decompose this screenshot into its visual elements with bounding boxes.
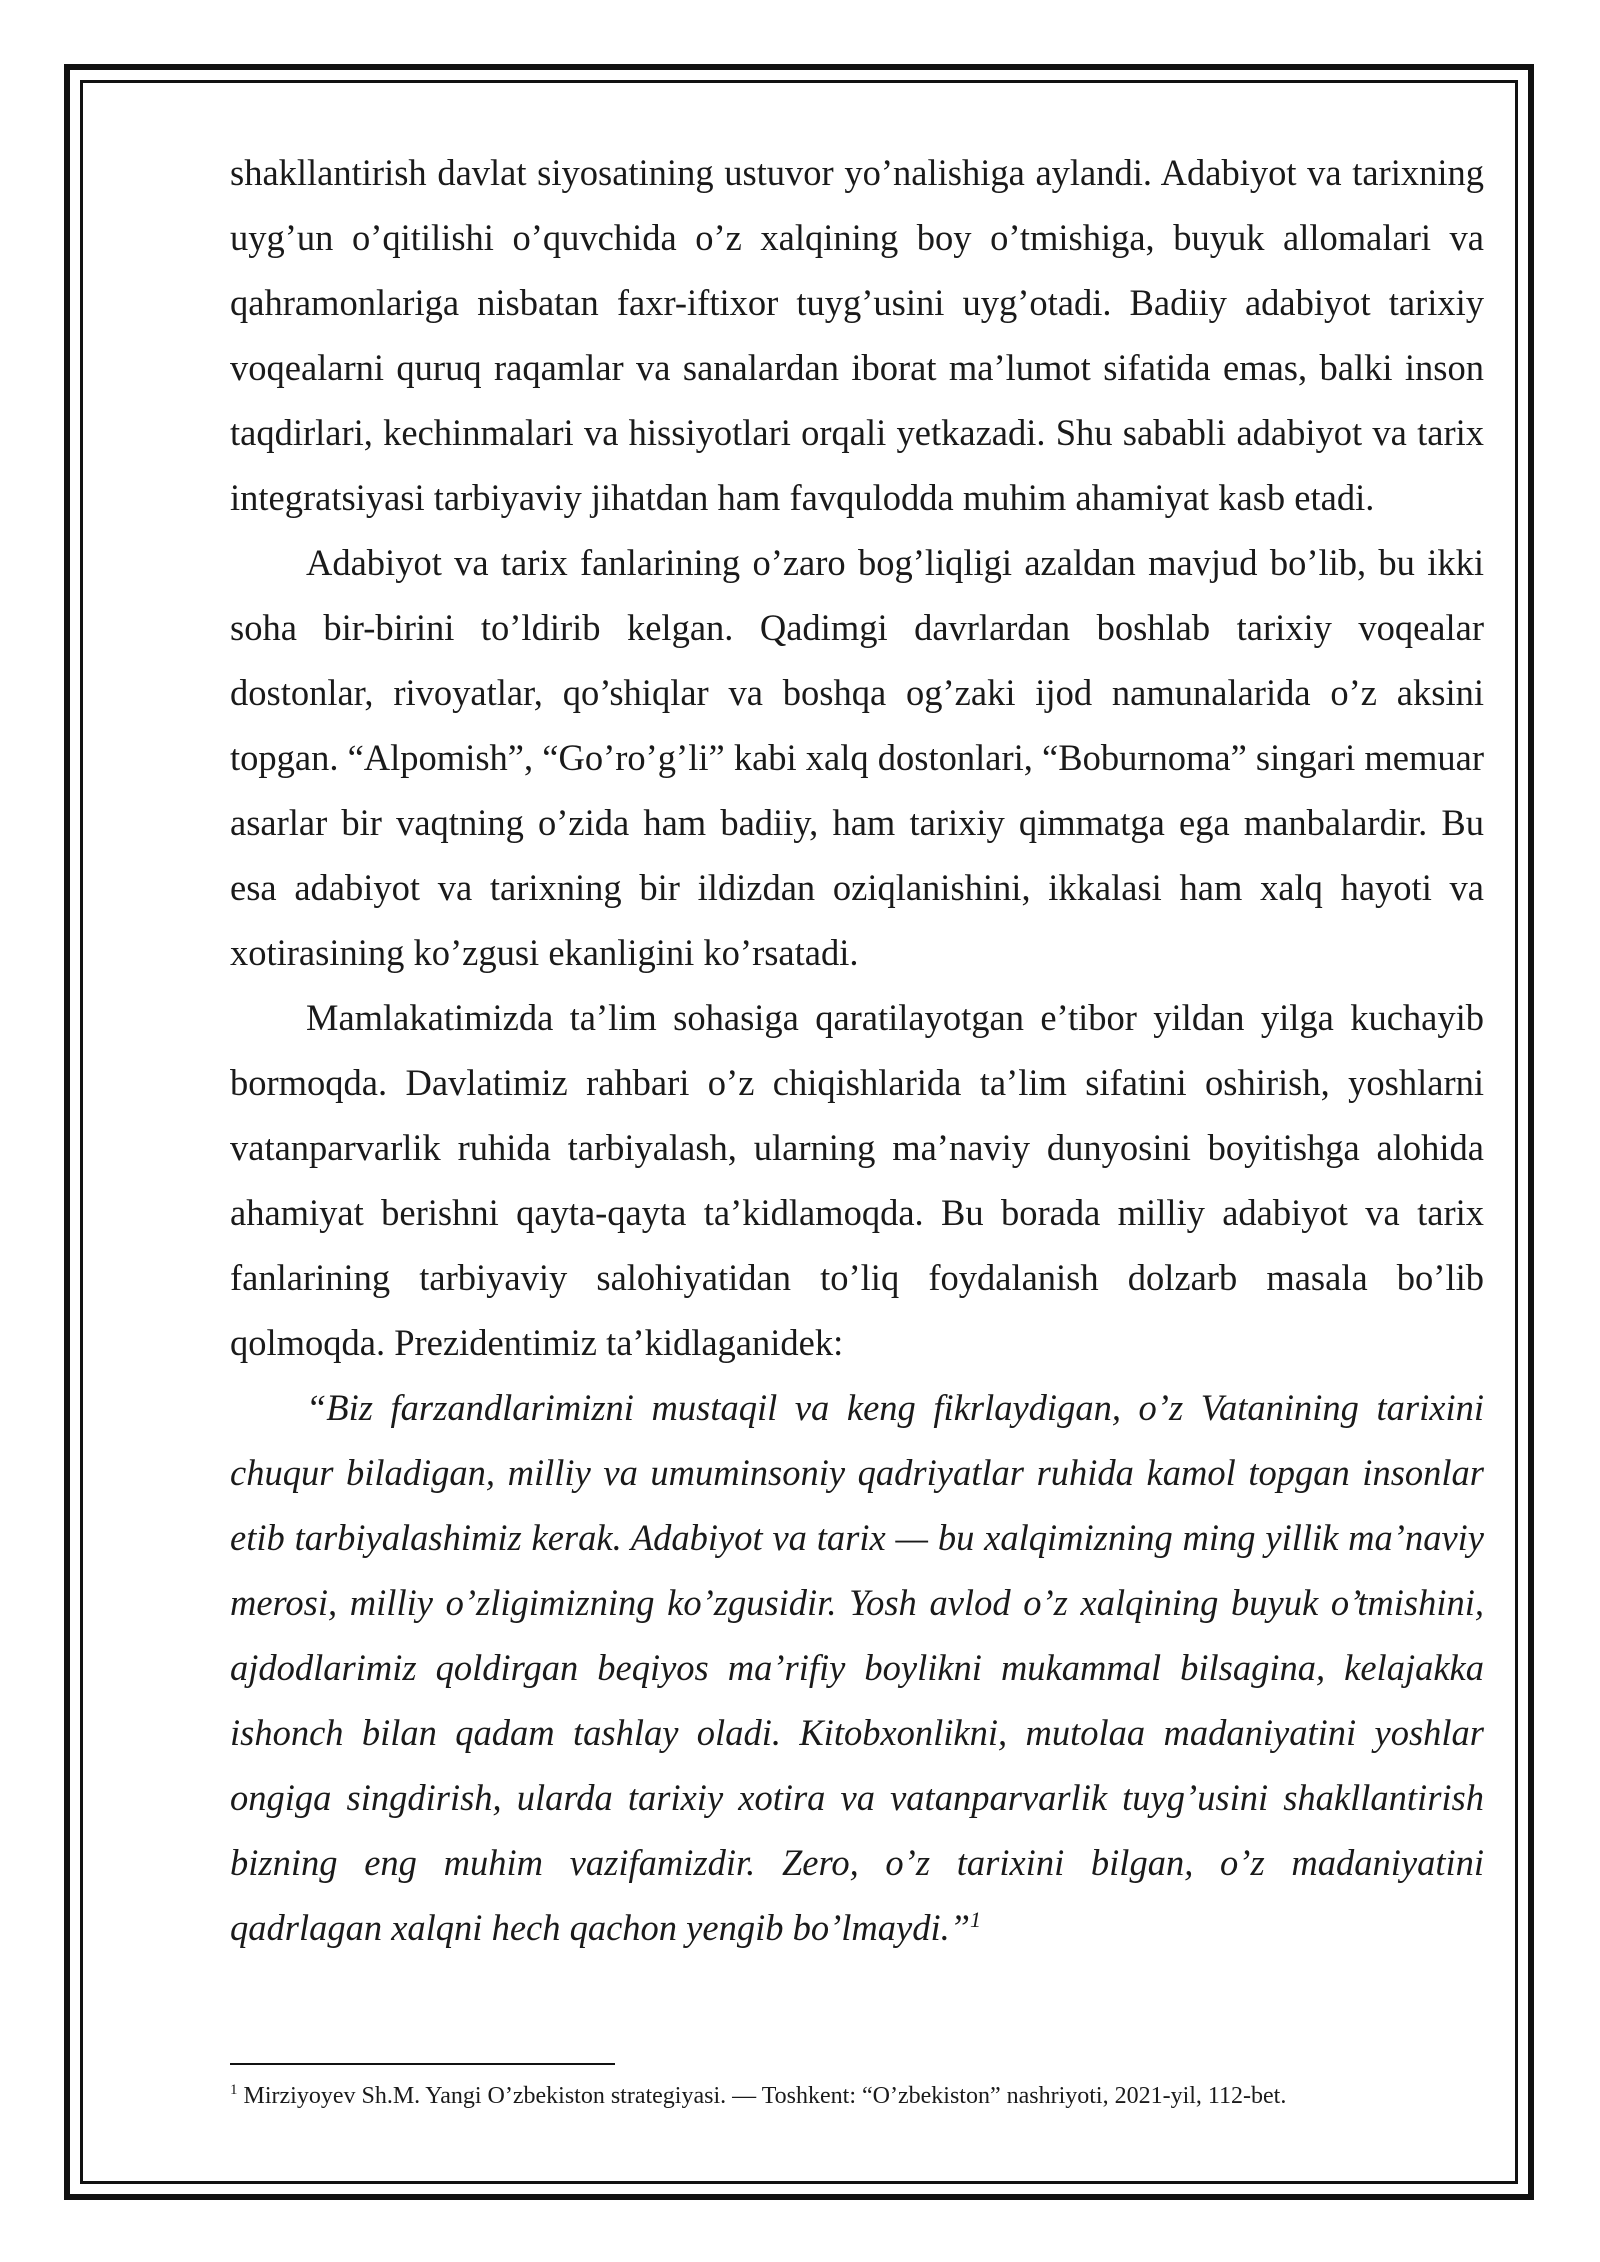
footnote	[230, 2080, 1484, 2112]
paragraph-continuation: shakllantirish davlat siyosatining ustuvor yo’nalishiga aylandi. Adabiyot va tarixning uyg’un o’qitilishi o’quvchida o’z xalqining boy o’tmishiga, buyuk allomalari va qahramonlariga nisbatan faxr-iftixor tuyg’usini uyg’otadi. Badiiy adabiyot tarixiy voqealarni quruq raqamlar va sanalardan iborat ma’lumot sifatida emas, balki inson taqdirlari, kechinmalari va hissiyotlari orqali yetkazadi. Shu sababli adabiyot va tarix integratsiyasi tarbiyaviy jihatdan ham favqulodda muhim ahamiyat kasb etadi.	[230, 152, 1484, 518]
footnote-text: Mirziyoyev Sh.M. Yangi O’zbekiston strategiyasi. — Toshkent: “O’zbekiston” nashriyoti, 2021-yil, 112-bet.	[237, 2083, 1287, 2109]
body-text	[230, 140, 1484, 1960]
paragraph-literature-history: Adabiyot va tarix fanlarining o’zaro bog’liqligi azaldan mavjud bo’lib, bu ikki soha bir-birini to’ldirib kelgan. Qadimgi davrlardan boshlab tarixiy voqealar dostonlar, rivoyatlar, qo’shiqlar va boshqa og’zaki ijod namunalarida o’z aksini topgan. “Alpomish”, “Go’ro’g’li” kabi xalq dostonlari, “Boburnoma” singari memuar asarlar bir vaqtning o’zida ham badiiy, ham tarixiy qimmatga ega manbalardir. Bu esa adabiyot va tarixning bir ildizdan oziqlanishini, ikkalasi ham xalq hayoti va xotirasining ko’zgusi ekanligini ko’rsatadi.	[230, 542, 1484, 973]
president-quote	[230, 1375, 1484, 1960]
quote-text: “Biz farzandlarimizni mustaqil va keng fikrlaydigan, o’z Vatanining tarixini chuqur biladigan, milliy va umuminsoniy qadriyatlar ruhida kamol topgan insonlar etib tarbiyalashimiz kerak. Adabiyot va tarix — bu xalqimizning ming yillik ma’naviy merosi, milliy o’zligimizning ko’zgusidir. Yosh avlod o’z xalqining buyuk o’tmishini, ajdodlarimiz qoldirgan beqiyos ma’rifiy boylikni mukammal bilsagina, kelajakka ishonch bilan qadam tashlay oladi. Kitobxonlikni, mutolaa madaniyatini yoshlar ongiga singdirish, ularda tarixiy xotira va vatanparvarlik tuyg’usini shakllantirish bizning eng muhim vazifamizdir. Zero, o’z tarixini bilgan, o’z madaniyatini qadrlagan xalqni hech qachon yengib bo’lmaydi.”	[230, 1387, 1484, 1948]
footnote-number: 1	[230, 2082, 238, 2098]
footnote-separator	[230, 2063, 615, 2065]
paragraph-education-policy: Mamlakatimizda ta’lim sohasiga qaratilayotgan e’tibor yildan yilga kuchayib bormoqda. Davlatimiz rahbari o’z chiqishlarida ta’lim sifatini oshirish, yoshlarni vatanparvarlik ruhida tarbiyalash, ularning ma’naviy dunyosini boyitishga alohida ahamiyat berishni qayta-qayta ta’kidlamoqda. Bu borada milliy adabiyot va tarix fanlarining tarbiyaviy salohiyatidan to’liq foydalanish dolzarb masala bo’lib qolmoqda. Prezidentimiz ta’kidlaganidek:	[230, 997, 1484, 1363]
footnote-reference[interactable]: 1	[970, 1906, 982, 1932]
